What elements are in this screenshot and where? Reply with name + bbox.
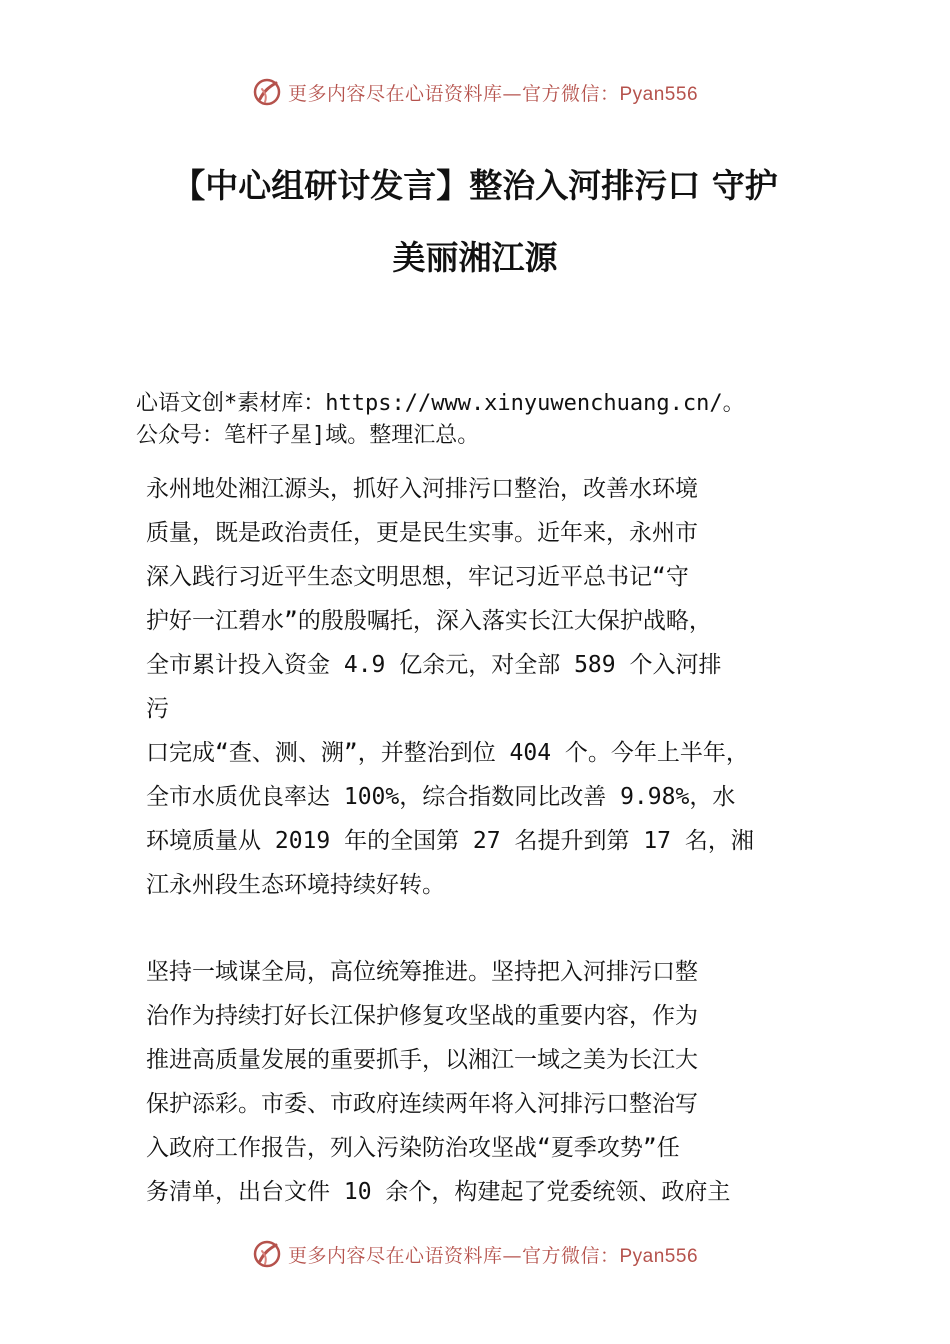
header-watermark (0, 72, 950, 112)
paragraph-line: 入政府工作报告，列入污染防治攻坚战“夏季攻势”任 (146, 1135, 680, 1161)
footer-watermark (0, 1234, 950, 1274)
paragraph-line: 全市水质优良率达 100%，综合指数同比改善 9.98%，水 (146, 784, 736, 810)
paragraph-line: 保护添彩。市委、市政府连续两年将入河排污口整治写 (146, 1091, 698, 1117)
xinyu-logo-icon (252, 77, 282, 107)
paragraph-line: 深入践行习近平生态文明思想，牢记习近平总书记“守 (146, 564, 689, 590)
paragraph-line: 质量，既是政治责任，更是民生实事。近年来，永州市 (146, 520, 698, 546)
document-title-line-1: 【中心组研讨发言】整治入河排污口 守护 (172, 166, 778, 205)
paragraph-line: 江永州段生态环境持续好转。 (146, 872, 445, 898)
paragraph-line: 推进高质量发展的重要抓手，以湘江一域之美为长江大 (146, 1047, 698, 1073)
paragraph-1 (146, 467, 810, 907)
paragraph-line: 治作为持续打好长江保护修复攻坚战的重要内容，作为 (146, 1003, 698, 1029)
paragraph-2 (146, 950, 810, 1214)
paragraph-line: 坚持一域谋全局，高位统筹推进。坚持把入河排污口整 (146, 959, 698, 985)
paragraph-line: 永州地处湘江源头，抓好入河排污口整治，改善水环境 (146, 476, 698, 502)
paragraph-line: 全市累计投入资金 4.9 亿余元，对全部 589 个入河排 (146, 652, 722, 678)
watermark-text: 更多内容尽在心语资料库—官方微信：Pyan556 (287, 82, 699, 105)
watermark-text: 更多内容尽在心语资料库—官方微信：Pyan556 (287, 1244, 699, 1267)
paragraph-line: 口完成“查、测、溯”，并整治到位 404 个。今年上半年， (146, 740, 749, 766)
paragraph-line: 务清单，出台文件 10 余个，构建起了党委统领、政府主 (146, 1179, 731, 1205)
paragraph-line: 护好一江碧水”的殷殷嘱托，深入落实长江大保护战略， (146, 608, 712, 634)
xinyu-logo-icon (252, 1239, 282, 1269)
document-title-line-2: 美丽湘江源 (392, 238, 558, 277)
source-line-1: 心语文创*素材库：https://www.xinyuwenchuang.cn/。 (136, 391, 745, 416)
paragraph-line: 环境质量从 2019 年的全国第 27 名提升到第 17 名，湘 (146, 828, 754, 854)
paragraph-line: 污 (146, 696, 169, 722)
source-line-2: 公众号：笔杆子星]域。整理汇总。 (136, 423, 480, 448)
